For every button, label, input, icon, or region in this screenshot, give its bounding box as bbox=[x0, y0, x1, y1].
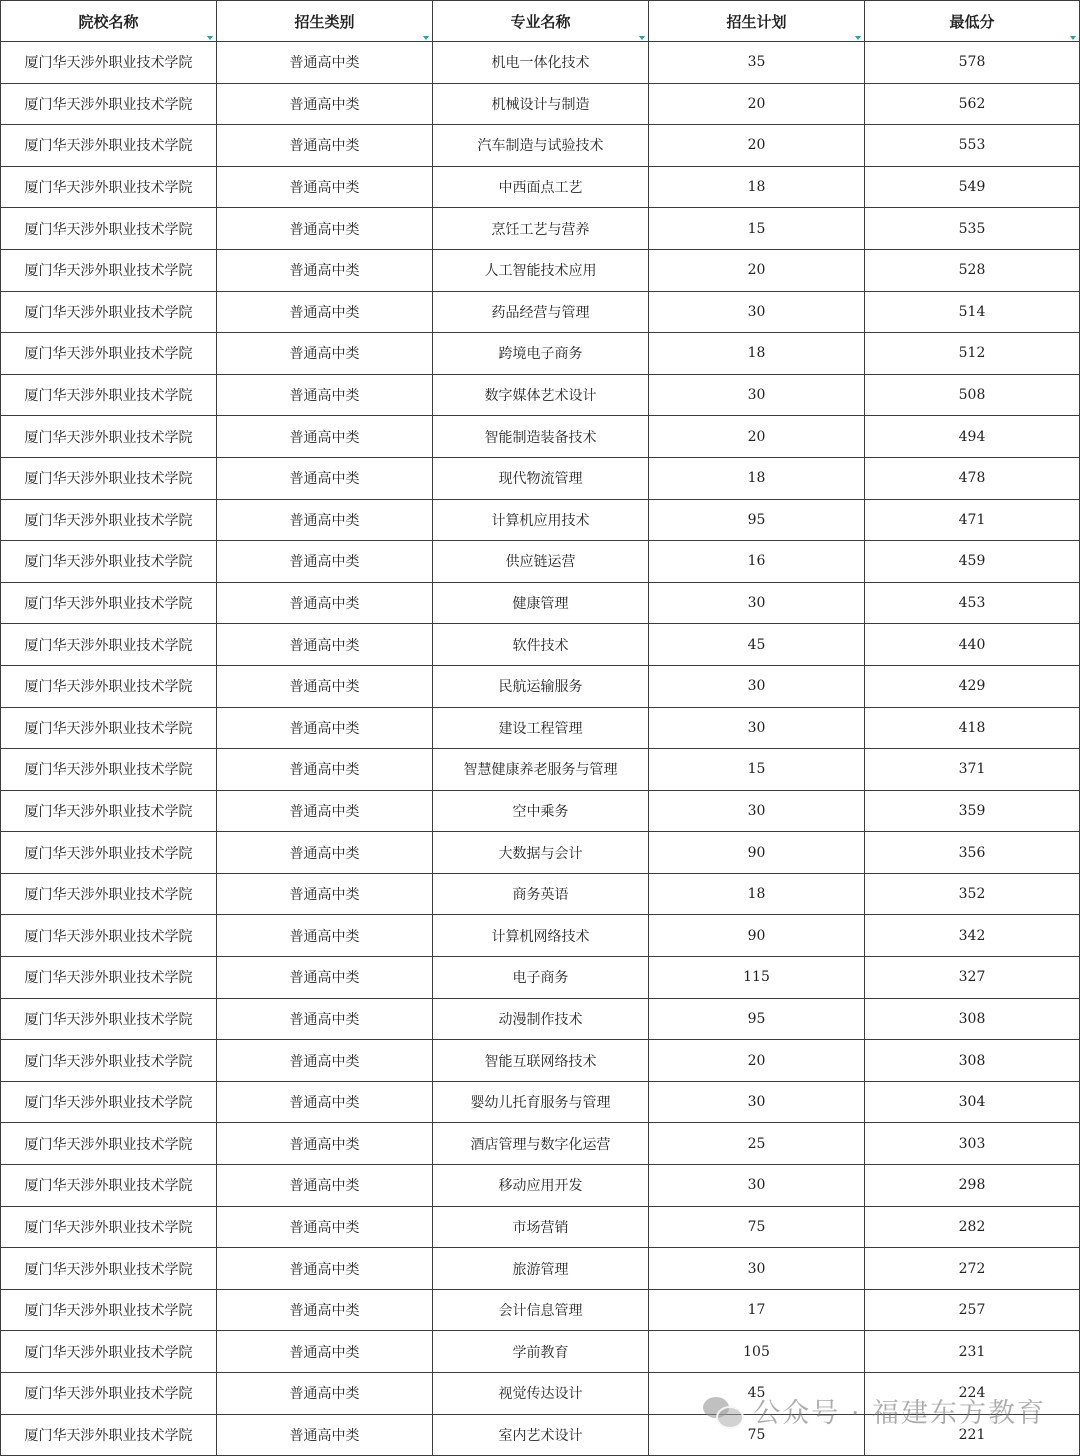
cell-category[interactable]: 普通高中类 bbox=[217, 1248, 433, 1290]
cell-category[interactable]: 普通高中类 bbox=[217, 1414, 433, 1456]
cell-min-score[interactable]: 553 bbox=[865, 125, 1080, 167]
cell-category[interactable]: 普通高中类 bbox=[217, 208, 433, 250]
cell-plan[interactable]: 18 bbox=[649, 873, 865, 915]
cell-min-score[interactable]: 459 bbox=[865, 541, 1080, 583]
cell-min-score[interactable]: 224 bbox=[865, 1373, 1080, 1415]
cell-major[interactable]: 室内艺术设计 bbox=[433, 1414, 649, 1456]
cell-plan[interactable]: 20 bbox=[649, 1040, 865, 1082]
cell-category[interactable]: 普通高中类 bbox=[217, 873, 433, 915]
table-row bbox=[1, 790, 1080, 832]
cell-school[interactable]: 厦门华天涉外职业技术学院 bbox=[1, 541, 217, 583]
filter-dropdown-icon[interactable] bbox=[207, 36, 213, 40]
cell-category[interactable]: 普通高中类 bbox=[217, 1289, 433, 1331]
cell-plan[interactable]: 90 bbox=[649, 915, 865, 957]
table-row bbox=[1, 582, 1080, 624]
cell-major[interactable]: 供应链运营 bbox=[433, 541, 649, 583]
cell-category[interactable]: 普通高中类 bbox=[217, 665, 433, 707]
table-row bbox=[1, 166, 1080, 208]
cell-plan[interactable]: 16 bbox=[649, 541, 865, 583]
table-body bbox=[1, 42, 1080, 1456]
cell-min-score[interactable]: 231 bbox=[865, 1331, 1080, 1373]
column-header-label: 最低分 bbox=[949, 12, 995, 31]
cell-category[interactable]: 普通高中类 bbox=[217, 249, 433, 291]
cell-school[interactable]: 厦门华天涉外职业技术学院 bbox=[1, 416, 217, 458]
cell-min-score[interactable]: 298 bbox=[865, 1165, 1080, 1207]
cell-major[interactable]: 机电一体化技术 bbox=[433, 42, 649, 84]
cell-min-score[interactable]: 356 bbox=[865, 832, 1080, 874]
cell-min-score[interactable]: 327 bbox=[865, 957, 1080, 999]
cell-major[interactable]: 药品经营与管理 bbox=[433, 291, 649, 333]
filter-dropdown-icon[interactable] bbox=[639, 36, 645, 40]
cell-plan[interactable]: 30 bbox=[649, 1165, 865, 1207]
column-header-label: 专业名称 bbox=[510, 12, 571, 31]
cell-min-score[interactable]: 308 bbox=[865, 1040, 1080, 1082]
cell-school[interactable]: 厦门华天涉外职业技术学院 bbox=[1, 83, 217, 125]
wechat-icon bbox=[703, 1395, 743, 1427]
cell-major[interactable]: 汽车制造与试验技术 bbox=[433, 125, 649, 167]
cell-major[interactable]: 学前教育 bbox=[433, 1331, 649, 1373]
cell-major[interactable]: 移动应用开发 bbox=[433, 1165, 649, 1207]
cell-category[interactable]: 普通高中类 bbox=[217, 499, 433, 541]
cell-school[interactable]: 厦门华天涉外职业技术学院 bbox=[1, 499, 217, 541]
cell-school[interactable]: 厦门华天涉外职业技术学院 bbox=[1, 998, 217, 1040]
cell-major[interactable]: 会计信息管理 bbox=[433, 1289, 649, 1331]
table-row bbox=[1, 208, 1080, 250]
cell-major[interactable]: 酒店管理与数字化运营 bbox=[433, 1123, 649, 1165]
table-row bbox=[1, 457, 1080, 499]
cell-plan[interactable]: 45 bbox=[649, 1373, 865, 1415]
cell-category[interactable]: 普通高中类 bbox=[217, 749, 433, 791]
cell-school[interactable]: 厦门华天涉外职业技术学院 bbox=[1, 915, 217, 957]
cell-plan[interactable]: 30 bbox=[649, 582, 865, 624]
cell-category[interactable]: 普通高中类 bbox=[217, 1040, 433, 1082]
cell-category[interactable]: 普通高中类 bbox=[217, 1331, 433, 1373]
cell-major[interactable]: 健康管理 bbox=[433, 582, 649, 624]
cell-school[interactable]: 厦门华天涉外职业技术学院 bbox=[1, 957, 217, 999]
column-header-label: 招生计划 bbox=[726, 12, 787, 31]
cell-category[interactable]: 普通高中类 bbox=[217, 915, 433, 957]
cell-school[interactable]: 厦门华天涉外职业技术学院 bbox=[1, 707, 217, 749]
table-row bbox=[1, 1289, 1080, 1331]
table-row bbox=[1, 873, 1080, 915]
cell-category[interactable]: 普通高中类 bbox=[217, 333, 433, 375]
cell-school[interactable]: 厦门华天涉外职业技术学院 bbox=[1, 832, 217, 874]
filter-dropdown-icon[interactable] bbox=[855, 36, 861, 40]
cell-major[interactable]: 商务英语 bbox=[433, 873, 649, 915]
cell-plan[interactable]: 20 bbox=[649, 125, 865, 167]
cell-plan[interactable]: 20 bbox=[649, 249, 865, 291]
cell-category[interactable]: 普通高中类 bbox=[217, 83, 433, 125]
table-row bbox=[1, 499, 1080, 541]
cell-plan[interactable]: 45 bbox=[649, 624, 865, 666]
cell-min-score[interactable]: 272 bbox=[865, 1248, 1080, 1290]
cell-school[interactable]: 厦门华天涉外职业技术学院 bbox=[1, 749, 217, 791]
cell-plan[interactable]: 30 bbox=[649, 665, 865, 707]
cell-min-score[interactable]: 342 bbox=[865, 915, 1080, 957]
cell-major[interactable]: 计算机网络技术 bbox=[433, 915, 649, 957]
cell-plan[interactable]: 20 bbox=[649, 83, 865, 125]
cell-min-score[interactable]: 257 bbox=[865, 1289, 1080, 1331]
cell-category[interactable]: 普通高中类 bbox=[217, 957, 433, 999]
cell-plan[interactable]: 15 bbox=[649, 749, 865, 791]
table-row bbox=[1, 541, 1080, 583]
cell-school[interactable]: 厦门华天涉外职业技术学院 bbox=[1, 374, 217, 416]
cell-school[interactable]: 厦门华天涉外职业技术学院 bbox=[1, 1081, 217, 1123]
cell-plan[interactable]: 15 bbox=[649, 208, 865, 250]
table-row bbox=[1, 1165, 1080, 1207]
cell-major[interactable]: 大数据与会计 bbox=[433, 832, 649, 874]
table-row bbox=[1, 707, 1080, 749]
cell-major[interactable]: 市场营销 bbox=[433, 1206, 649, 1248]
cell-school[interactable]: 厦门华天涉外职业技术学院 bbox=[1, 873, 217, 915]
cell-school[interactable]: 厦门华天涉外职业技术学院 bbox=[1, 1331, 217, 1373]
table-row bbox=[1, 1123, 1080, 1165]
cell-min-score[interactable]: 494 bbox=[865, 416, 1080, 458]
filter-dropdown-icon[interactable] bbox=[423, 36, 429, 40]
cell-school[interactable]: 厦门华天涉外职业技术学院 bbox=[1, 790, 217, 832]
cell-category[interactable]: 普通高中类 bbox=[217, 541, 433, 583]
table-row bbox=[1, 416, 1080, 458]
cell-plan[interactable]: 30 bbox=[649, 1081, 865, 1123]
cell-plan[interactable]: 30 bbox=[649, 291, 865, 333]
table-row bbox=[1, 249, 1080, 291]
table-row bbox=[1, 957, 1080, 999]
cell-major[interactable]: 跨境电子商务 bbox=[433, 333, 649, 375]
cell-major[interactable]: 智慧健康养老服务与管理 bbox=[433, 749, 649, 791]
cell-min-score[interactable]: 418 bbox=[865, 707, 1080, 749]
cell-category[interactable]: 普通高中类 bbox=[217, 125, 433, 167]
cell-category[interactable]: 普通高中类 bbox=[217, 582, 433, 624]
cell-min-score[interactable]: 508 bbox=[865, 374, 1080, 416]
cell-school[interactable]: 厦门华天涉外职业技术学院 bbox=[1, 1123, 217, 1165]
table-row bbox=[1, 1081, 1080, 1123]
cell-min-score[interactable]: 221 bbox=[865, 1414, 1080, 1456]
cell-school[interactable]: 厦门华天涉外职业技术学院 bbox=[1, 1373, 217, 1415]
cell-min-score[interactable]: 578 bbox=[865, 42, 1080, 84]
cell-plan[interactable]: 115 bbox=[649, 957, 865, 999]
cell-school[interactable]: 厦门华天涉外职业技术学院 bbox=[1, 1289, 217, 1331]
cell-major[interactable]: 软件技术 bbox=[433, 624, 649, 666]
cell-category[interactable]: 普通高中类 bbox=[217, 998, 433, 1040]
table-row bbox=[1, 998, 1080, 1040]
cell-major[interactable]: 智能互联网络技术 bbox=[433, 1040, 649, 1082]
cell-major[interactable]: 机械设计与制造 bbox=[433, 83, 649, 125]
cell-plan[interactable]: 95 bbox=[649, 998, 865, 1040]
cell-plan[interactable]: 35 bbox=[649, 42, 865, 84]
cell-category[interactable]: 普通高中类 bbox=[217, 1165, 433, 1207]
column-header-min-score[interactable] bbox=[865, 1, 1080, 42]
table-row bbox=[1, 291, 1080, 333]
cell-major[interactable]: 烹饪工艺与营养 bbox=[433, 208, 649, 250]
cell-major[interactable]: 人工智能技术应用 bbox=[433, 249, 649, 291]
cell-school[interactable]: 厦门华天涉外职业技术学院 bbox=[1, 42, 217, 84]
cell-plan[interactable]: 18 bbox=[649, 333, 865, 375]
cell-category[interactable]: 普通高中类 bbox=[217, 374, 433, 416]
cell-plan[interactable]: 18 bbox=[649, 166, 865, 208]
column-header-major[interactable] bbox=[433, 1, 649, 42]
cell-school[interactable]: 厦门华天涉外职业技术学院 bbox=[1, 665, 217, 707]
cell-major[interactable]: 婴幼儿托育服务与管理 bbox=[433, 1081, 649, 1123]
cell-major[interactable]: 计算机应用技术 bbox=[433, 499, 649, 541]
cell-school[interactable]: 厦门华天涉外职业技术学院 bbox=[1, 1414, 217, 1456]
cell-category[interactable]: 普通高中类 bbox=[217, 1081, 433, 1123]
table-row bbox=[1, 83, 1080, 125]
cell-category[interactable]: 普通高中类 bbox=[217, 42, 433, 84]
cell-category[interactable]: 普通高中类 bbox=[217, 707, 433, 749]
cell-category[interactable]: 普通高中类 bbox=[217, 624, 433, 666]
cell-min-score[interactable]: 352 bbox=[865, 873, 1080, 915]
cell-school[interactable]: 厦门华天涉外职业技术学院 bbox=[1, 291, 217, 333]
cell-category[interactable]: 普通高中类 bbox=[217, 291, 433, 333]
watermark bbox=[703, 1391, 1046, 1430]
cell-major[interactable]: 空中乘务 bbox=[433, 790, 649, 832]
cell-category[interactable]: 普通高中类 bbox=[217, 1206, 433, 1248]
cell-plan[interactable]: 75 bbox=[649, 1206, 865, 1248]
cell-min-score[interactable]: 549 bbox=[865, 166, 1080, 208]
cell-min-score[interactable]: 478 bbox=[865, 457, 1080, 499]
cell-major[interactable]: 中西面点工艺 bbox=[433, 166, 649, 208]
table-row bbox=[1, 1040, 1080, 1082]
cell-major[interactable]: 数字媒体艺术设计 bbox=[433, 374, 649, 416]
cell-plan[interactable]: 30 bbox=[649, 790, 865, 832]
cell-min-score[interactable]: 429 bbox=[865, 665, 1080, 707]
column-header-school[interactable] bbox=[1, 1, 217, 42]
cell-min-score[interactable]: 371 bbox=[865, 749, 1080, 791]
cell-school[interactable]: 厦门华天涉外职业技术学院 bbox=[1, 1165, 217, 1207]
cell-school[interactable]: 厦门华天涉外职业技术学院 bbox=[1, 457, 217, 499]
cell-min-score[interactable]: 535 bbox=[865, 208, 1080, 250]
cell-min-score[interactable]: 359 bbox=[865, 790, 1080, 832]
table-row bbox=[1, 333, 1080, 375]
table-row bbox=[1, 125, 1080, 167]
cell-school[interactable]: 厦门华天涉外职业技术学院 bbox=[1, 166, 217, 208]
table-row bbox=[1, 1331, 1080, 1373]
cell-min-score[interactable]: 514 bbox=[865, 291, 1080, 333]
cell-category[interactable]: 普通高中类 bbox=[217, 1123, 433, 1165]
cell-plan[interactable]: 95 bbox=[649, 499, 865, 541]
column-header-label: 院校名称 bbox=[78, 12, 139, 31]
cell-category[interactable]: 普通高中类 bbox=[217, 416, 433, 458]
cell-major[interactable]: 现代物流管理 bbox=[433, 457, 649, 499]
table-row bbox=[1, 374, 1080, 416]
cell-plan[interactable]: 30 bbox=[649, 1248, 865, 1290]
table-row bbox=[1, 665, 1080, 707]
table-row bbox=[1, 1248, 1080, 1290]
cell-school[interactable]: 厦门华天涉外职业技术学院 bbox=[1, 125, 217, 167]
cell-major[interactable]: 动漫制作技术 bbox=[433, 998, 649, 1040]
column-header-label: 招生类别 bbox=[294, 12, 355, 31]
cell-min-score[interactable]: 303 bbox=[865, 1123, 1080, 1165]
cell-plan[interactable]: 17 bbox=[649, 1289, 865, 1331]
cell-major[interactable]: 旅游管理 bbox=[433, 1248, 649, 1290]
cell-plan[interactable]: 90 bbox=[649, 832, 865, 874]
table-row bbox=[1, 749, 1080, 791]
cell-min-score[interactable]: 453 bbox=[865, 582, 1080, 624]
cell-category[interactable]: 普通高中类 bbox=[217, 832, 433, 874]
cell-school[interactable]: 厦门华天涉外职业技术学院 bbox=[1, 1206, 217, 1248]
table-row bbox=[1, 42, 1080, 84]
header-row bbox=[1, 1, 1080, 42]
cell-major[interactable]: 智能制造装备技术 bbox=[433, 416, 649, 458]
cell-major[interactable]: 民航运输服务 bbox=[433, 665, 649, 707]
cell-plan[interactable]: 25 bbox=[649, 1123, 865, 1165]
cell-major[interactable]: 电子商务 bbox=[433, 957, 649, 999]
table-row bbox=[1, 832, 1080, 874]
table-row bbox=[1, 1206, 1080, 1248]
cell-plan[interactable]: 20 bbox=[649, 416, 865, 458]
cell-min-score[interactable]: 562 bbox=[865, 83, 1080, 125]
cell-major[interactable]: 视觉传达设计 bbox=[433, 1373, 649, 1415]
cell-plan[interactable]: 18 bbox=[649, 457, 865, 499]
cell-plan[interactable]: 30 bbox=[649, 707, 865, 749]
cell-major[interactable]: 建设工程管理 bbox=[433, 707, 649, 749]
cell-plan[interactable]: 30 bbox=[649, 374, 865, 416]
cell-min-score[interactable]: 512 bbox=[865, 333, 1080, 375]
table-row bbox=[1, 624, 1080, 666]
cell-school[interactable]: 厦门华天涉外职业技术学院 bbox=[1, 1040, 217, 1082]
filter-dropdown-icon[interactable] bbox=[1070, 36, 1076, 40]
watermark-text: 公众号 · 福建东方教育 bbox=[753, 1398, 1046, 1429]
cell-min-score[interactable]: 308 bbox=[865, 998, 1080, 1040]
cell-min-score[interactable]: 440 bbox=[865, 624, 1080, 666]
cell-school[interactable]: 厦门华天涉外职业技术学院 bbox=[1, 1248, 217, 1290]
cell-school[interactable]: 厦门华天涉外职业技术学院 bbox=[1, 624, 217, 666]
cell-min-score[interactable]: 528 bbox=[865, 249, 1080, 291]
cell-school[interactable]: 厦门华天涉外职业技术学院 bbox=[1, 582, 217, 624]
cell-school[interactable]: 厦门华天涉外职业技术学院 bbox=[1, 249, 217, 291]
cell-category[interactable]: 普通高中类 bbox=[217, 790, 433, 832]
cell-school[interactable]: 厦门华天涉外职业技术学院 bbox=[1, 333, 217, 375]
cell-min-score[interactable]: 282 bbox=[865, 1206, 1080, 1248]
cell-min-score[interactable]: 304 bbox=[865, 1081, 1080, 1123]
cell-school[interactable]: 厦门华天涉外职业技术学院 bbox=[1, 208, 217, 250]
cell-category[interactable]: 普通高中类 bbox=[217, 166, 433, 208]
column-header-plan[interactable] bbox=[649, 1, 865, 42]
cell-category[interactable]: 普通高中类 bbox=[217, 457, 433, 499]
cell-category[interactable]: 普通高中类 bbox=[217, 1373, 433, 1415]
column-header-category[interactable] bbox=[217, 1, 433, 42]
cell-min-score[interactable]: 471 bbox=[865, 499, 1080, 541]
cell-plan[interactable]: 105 bbox=[649, 1331, 865, 1373]
cell-plan[interactable]: 75 bbox=[649, 1414, 865, 1456]
table-row bbox=[1, 915, 1080, 957]
